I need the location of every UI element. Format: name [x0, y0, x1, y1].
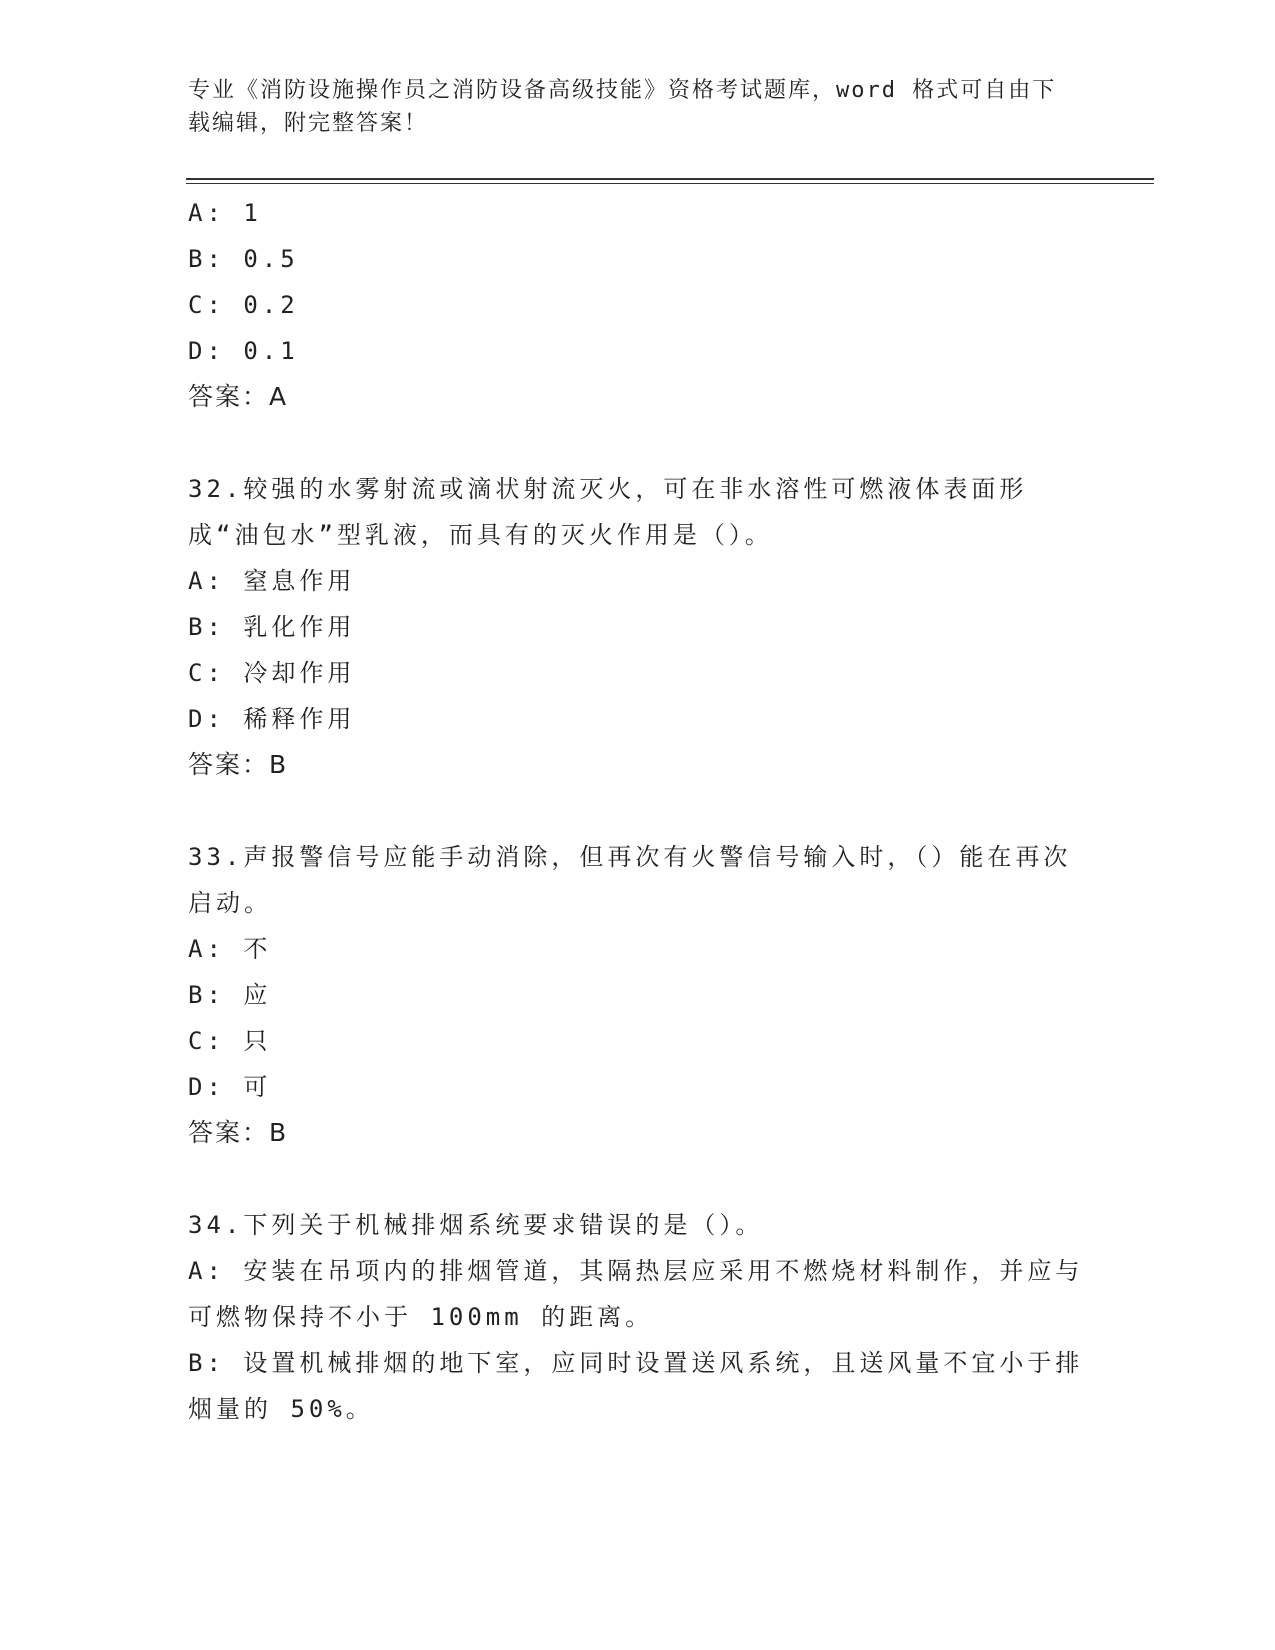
- option-a: A: 窒息作用: [188, 567, 356, 595]
- question-31-tail: [188, 190, 1088, 420]
- question-text: 32.较强的水雾射流或滴状射流灭火，可在非水溶性可燃液体表面形成“油包水”型乳液，而具有的灭火作用是（）。: [188, 475, 1028, 549]
- question-34: [188, 1202, 1088, 1432]
- option-c: C: 0.2: [188, 291, 299, 319]
- option-d: D: 稀释作用: [188, 705, 356, 733]
- option-c: C: 只: [188, 1027, 272, 1055]
- answer-line: 答案：B: [188, 750, 289, 779]
- option-c: C: 冷却作用: [188, 659, 356, 687]
- header-divider-thin: [186, 183, 1154, 184]
- question-list: [188, 190, 1088, 1432]
- option-b: B: 乳化作用: [188, 613, 356, 641]
- option-a: A: 安装在吊项内的排烟管道，其隔热层应采用不燃烧材料制作，并应与可燃物保持不小于 100mm 的距离。: [188, 1257, 1084, 1331]
- option-a: A: 1: [188, 199, 262, 227]
- answer-line: 答案：A: [188, 382, 289, 411]
- option-b: B: 0.5: [188, 245, 299, 273]
- question-33: [188, 834, 1088, 1156]
- question-text: 34.下列关于机械排烟系统要求错误的是（）。: [188, 1211, 764, 1239]
- document-header: 专业《消防设施操作员之消防设备高级技能》资格考试题库，word 格式可自由下载编辑，附完整答案！: [188, 78, 1057, 136]
- option-d: D: 0.1: [188, 337, 299, 365]
- option-b: B: 应: [188, 981, 272, 1009]
- option-a: A: 不: [188, 935, 272, 963]
- question-32: [188, 466, 1088, 788]
- answer-line: 答案：B: [188, 1118, 289, 1147]
- option-d: D: 可: [188, 1073, 272, 1101]
- question-text: 33.声报警信号应能手动消除，但再次有火警信号输入时，（）能在再次启动。: [188, 843, 1072, 917]
- option-b: B: 设置机械排烟的地下室，应同时设置送风系统，且送风量不宜小于排烟量的 50%。: [188, 1349, 1084, 1423]
- header-divider: [186, 178, 1154, 180]
